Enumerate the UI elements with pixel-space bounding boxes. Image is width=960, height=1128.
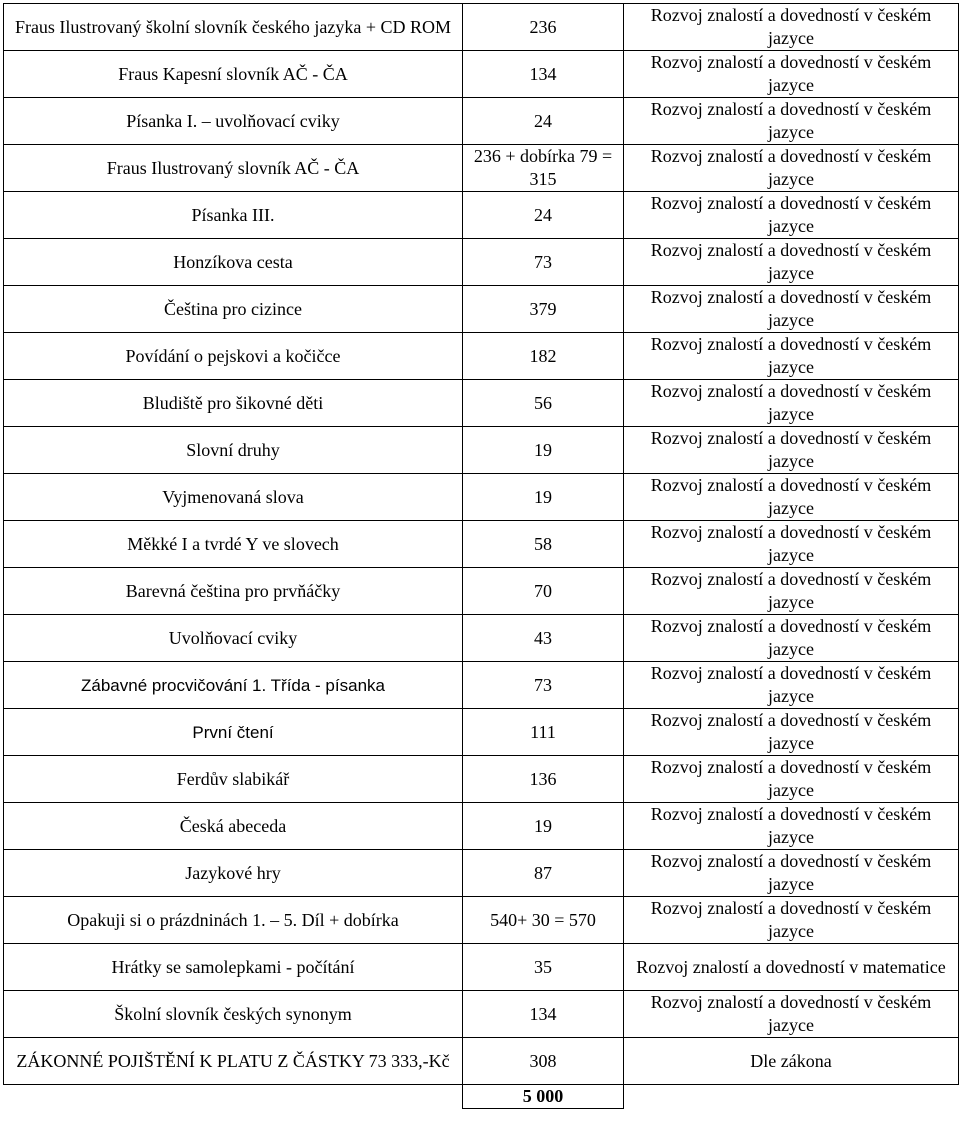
item-price: 24 — [463, 192, 624, 239]
item-price: 308 — [463, 1038, 624, 1085]
item-price: 24 — [463, 98, 624, 145]
item-title: Fraus Ilustrovaný slovník AČ - ČA — [4, 145, 463, 192]
item-title: Čeština pro cizince — [4, 286, 463, 333]
item-title: První čtení — [4, 709, 463, 756]
table-row — [4, 521, 959, 568]
expenses-table — [3, 3, 959, 1109]
table-row — [4, 192, 959, 239]
item-goal: Rozvoj znalostí a dovedností v českém jazyce — [624, 756, 959, 803]
item-goal: Rozvoj znalostí a dovedností v českém jazyce — [624, 333, 959, 380]
item-price: 236 + dobírka 79 = 315 — [463, 145, 624, 192]
item-goal: Rozvoj znalostí a dovedností v českém jazyce — [624, 991, 959, 1038]
table-row — [4, 991, 959, 1038]
item-goal: Rozvoj znalostí a dovedností v českém jazyce — [624, 427, 959, 474]
item-goal: Dle zákona — [624, 1038, 959, 1085]
table-row — [4, 944, 959, 991]
item-title: ZÁKONNÉ POJIŠTĚNÍ K PLATU Z ČÁSTKY 73 333,-Kč — [4, 1038, 463, 1085]
item-price: 73 — [463, 239, 624, 286]
total-amount: 5 000 — [463, 1085, 624, 1109]
table-row — [4, 4, 959, 51]
table-row — [4, 662, 959, 709]
item-title: Písanka III. — [4, 192, 463, 239]
item-goal: Rozvoj znalostí a dovedností v českém jazyce — [624, 192, 959, 239]
table-row — [4, 51, 959, 98]
item-goal: Rozvoj znalostí a dovedností v českém jazyce — [624, 380, 959, 427]
item-title: Ferdův slabikář — [4, 756, 463, 803]
item-title: Fraus Kapesní slovník AČ - ČA — [4, 51, 463, 98]
empty-cell — [624, 1085, 959, 1109]
item-goal: Rozvoj znalostí a dovedností v českém jazyce — [624, 98, 959, 145]
item-price: 35 — [463, 944, 624, 991]
item-title: Povídání o pejskovi a kočičce — [4, 333, 463, 380]
item-goal: Rozvoj znalostí a dovedností v českém jazyce — [624, 145, 959, 192]
empty-cell — [4, 1085, 463, 1109]
item-title: Slovní druhy — [4, 427, 463, 474]
item-price: 134 — [463, 51, 624, 98]
item-goal: Rozvoj znalostí a dovedností v českém jazyce — [624, 239, 959, 286]
item-price: 111 — [463, 709, 624, 756]
item-goal: Rozvoj znalostí a dovedností v českém jazyce — [624, 709, 959, 756]
item-price: 19 — [463, 803, 624, 850]
item-goal: Rozvoj znalostí a dovedností v českém jazyce — [624, 803, 959, 850]
table-row — [4, 286, 959, 333]
item-goal: Rozvoj znalostí a dovedností v českém jazyce — [624, 4, 959, 51]
item-price: 136 — [463, 756, 624, 803]
table-row — [4, 380, 959, 427]
table-row — [4, 333, 959, 380]
table-row — [4, 709, 959, 756]
item-title: Zábavné procvičování 1. Třída - písanka — [4, 662, 463, 709]
item-title: Hrátky se samolepkami - počítání — [4, 944, 463, 991]
table-row — [4, 239, 959, 286]
table-row — [4, 427, 959, 474]
item-price: 58 — [463, 521, 624, 568]
table-row — [4, 850, 959, 897]
item-goal: Rozvoj znalostí a dovedností v českém jazyce — [624, 474, 959, 521]
item-price: 56 — [463, 380, 624, 427]
item-goal: Rozvoj znalostí a dovedností v matematice — [624, 944, 959, 991]
item-price: 182 — [463, 333, 624, 380]
item-goal: Rozvoj znalostí a dovedností v českém jazyce — [624, 568, 959, 615]
table-row — [4, 98, 959, 145]
item-title: Opakuji si o prázdninách 1. – 5. Díl + dobírka — [4, 897, 463, 944]
item-title: Uvolňovací cviky — [4, 615, 463, 662]
item-title: Česká abeceda — [4, 803, 463, 850]
item-goal: Rozvoj znalostí a dovedností v českém jazyce — [624, 662, 959, 709]
item-title: Měkké I a tvrdé Y ve slovech — [4, 521, 463, 568]
item-goal: Rozvoj znalostí a dovedností v českém jazyce — [624, 51, 959, 98]
item-price: 134 — [463, 991, 624, 1038]
item-price: 236 — [463, 4, 624, 51]
item-price: 19 — [463, 427, 624, 474]
item-price: 87 — [463, 850, 624, 897]
table-row — [4, 897, 959, 944]
item-price: 43 — [463, 615, 624, 662]
item-goal: Rozvoj znalostí a dovedností v českém jazyce — [624, 615, 959, 662]
table-row — [4, 1038, 959, 1085]
table-row — [4, 145, 959, 192]
item-title: Bludiště pro šikovné děti — [4, 380, 463, 427]
item-goal: Rozvoj znalostí a dovedností v českém jazyce — [624, 521, 959, 568]
item-title: Honzíkova cesta — [4, 239, 463, 286]
table-row — [4, 474, 959, 521]
item-price: 19 — [463, 474, 624, 521]
item-title: Školní slovník českých synonym — [4, 991, 463, 1038]
item-title: Vyjmenovaná slova — [4, 474, 463, 521]
table-row — [4, 615, 959, 662]
total-row — [4, 1085, 959, 1109]
table-row — [4, 568, 959, 615]
item-price: 540+ 30 = 570 — [463, 897, 624, 944]
item-goal: Rozvoj znalostí a dovedností v českém jazyce — [624, 850, 959, 897]
item-goal: Rozvoj znalostí a dovedností v českém jazyce — [624, 897, 959, 944]
table-row — [4, 756, 959, 803]
item-goal: Rozvoj znalostí a dovedností v českém jazyce — [624, 286, 959, 333]
item-price: 379 — [463, 286, 624, 333]
item-price: 73 — [463, 662, 624, 709]
item-price: 70 — [463, 568, 624, 615]
table-row — [4, 803, 959, 850]
item-title: Písanka I. – uvolňovací cviky — [4, 98, 463, 145]
item-title: Fraus Ilustrovaný školní slovník českého jazyka + CD ROM — [4, 4, 463, 51]
item-title: Barevná čeština pro prvňáčky — [4, 568, 463, 615]
item-title: Jazykové hry — [4, 850, 463, 897]
